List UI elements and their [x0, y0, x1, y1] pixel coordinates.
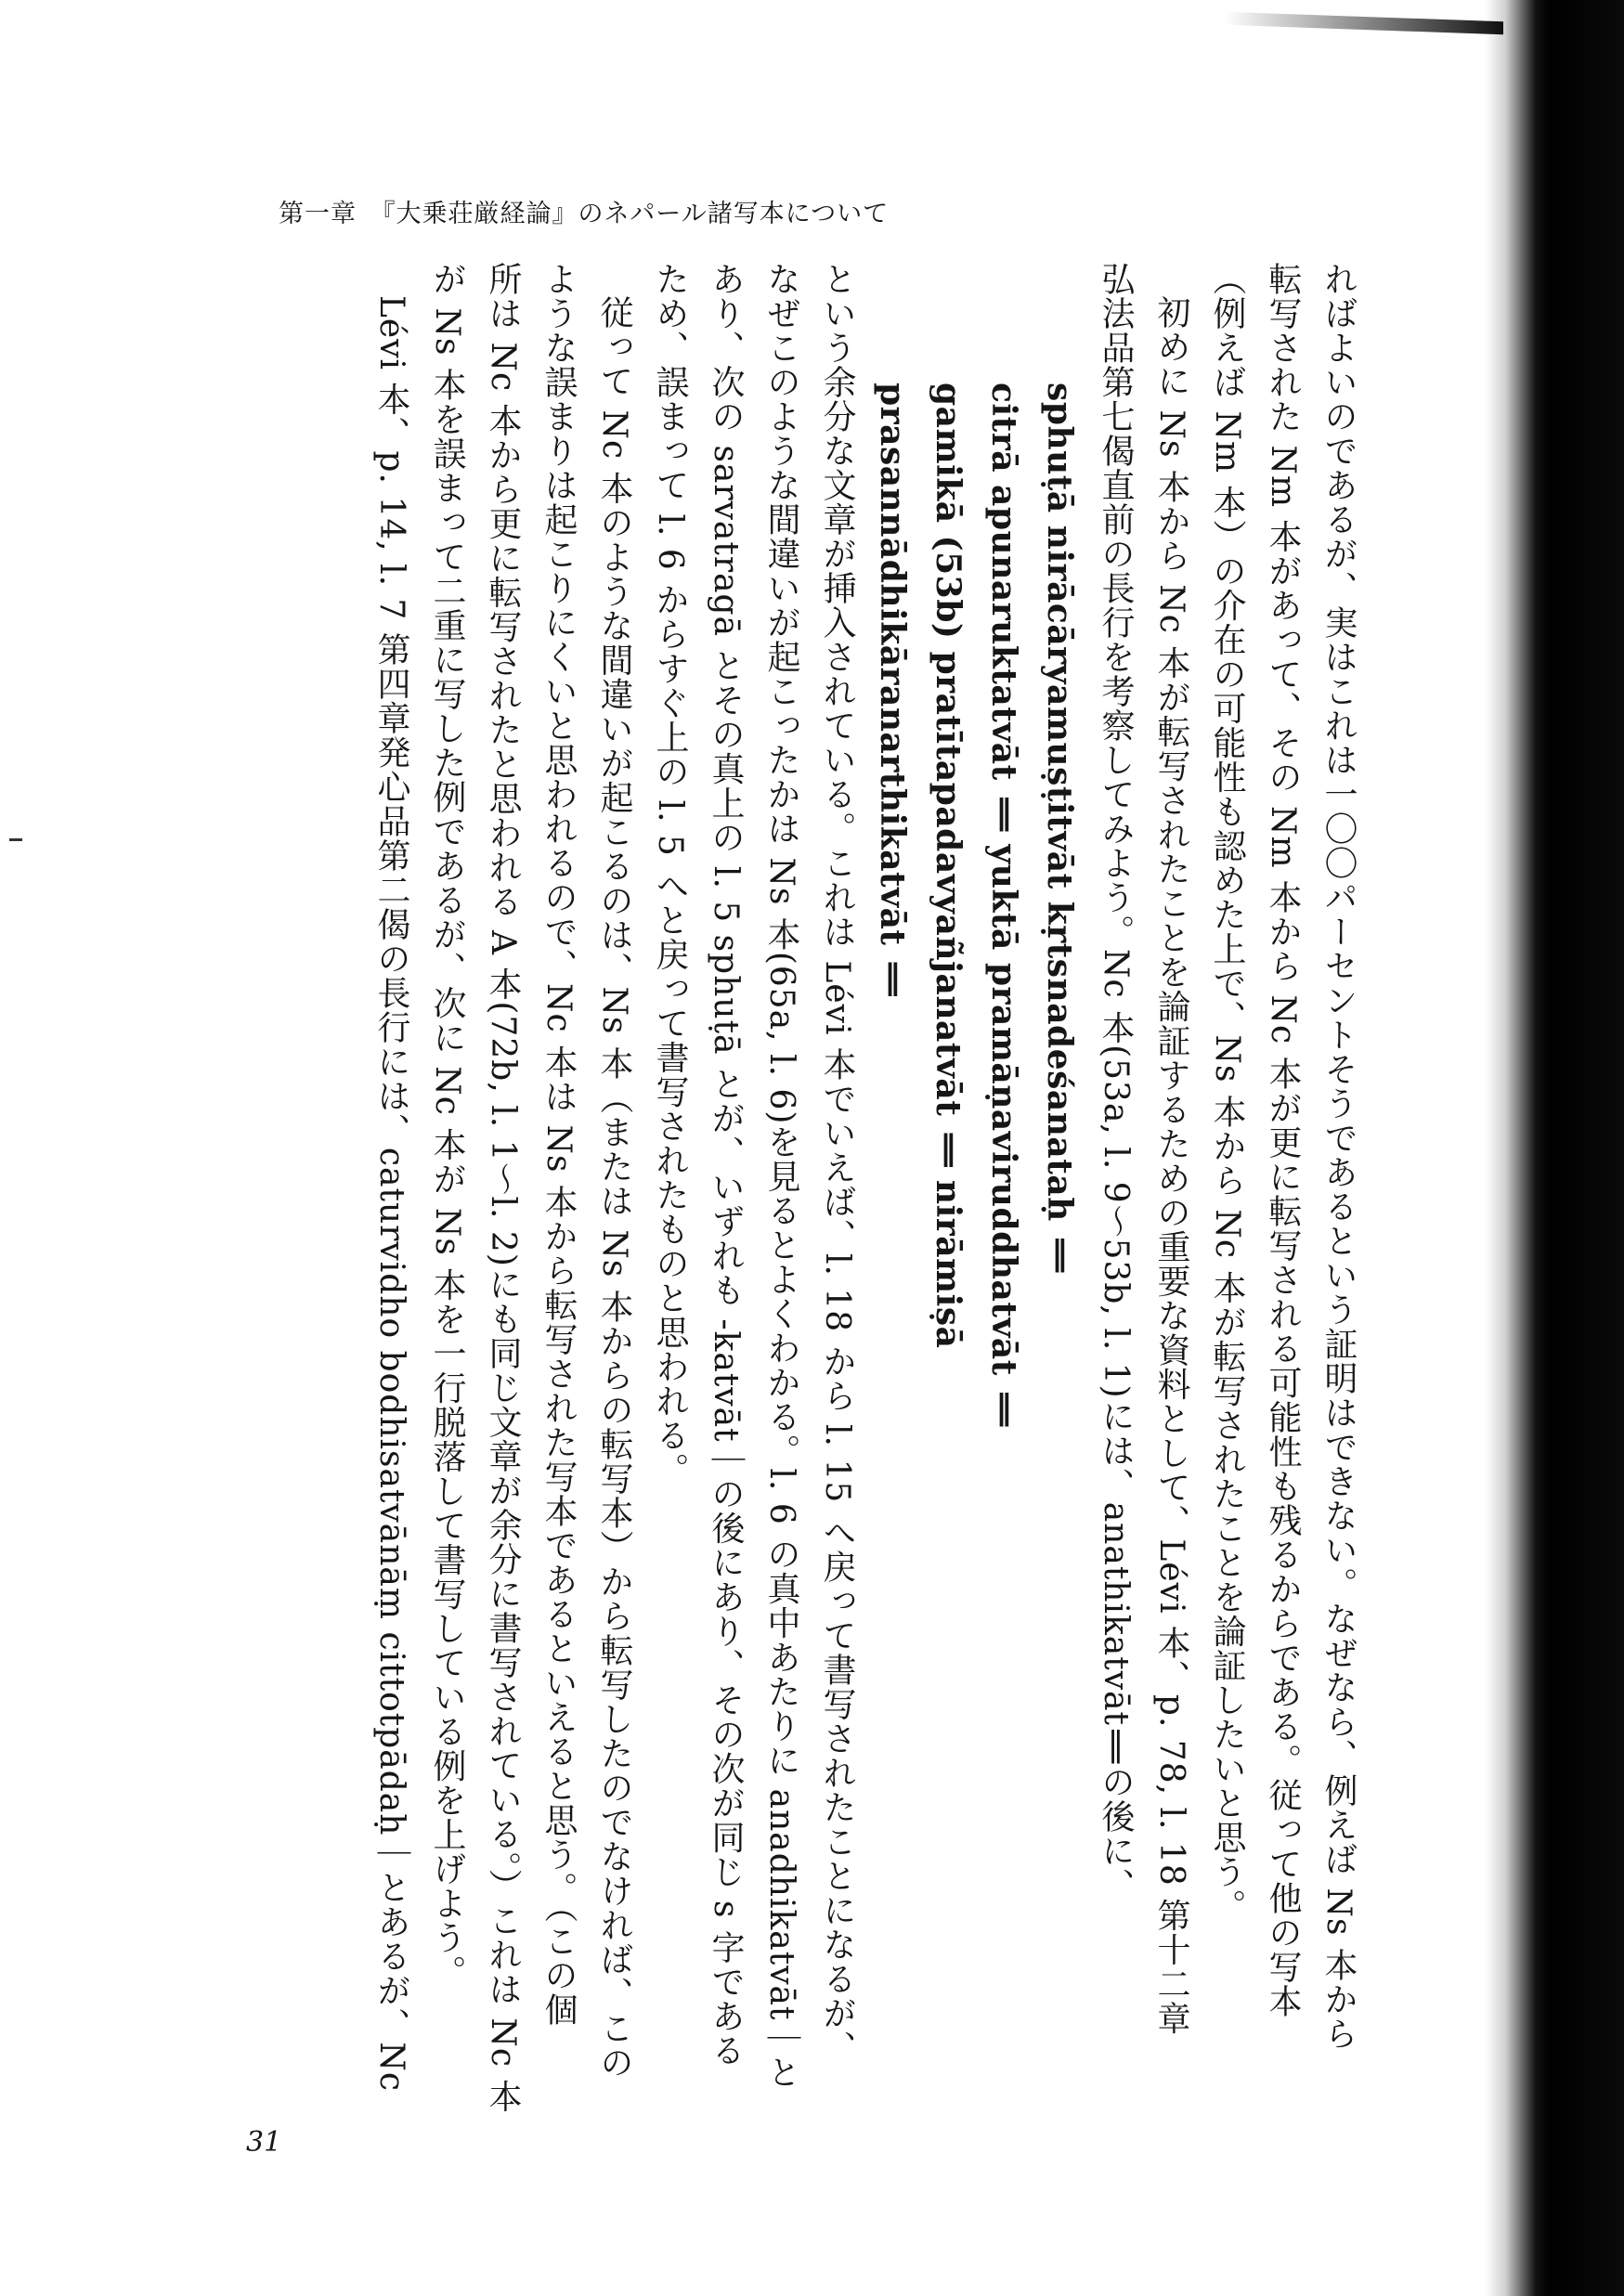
sanskrit-verse-line: gamikā (53b) pratītapadavyañjanatvāt ‖ nirāmiṣā — [929, 383, 968, 1349]
scan-speck — [9, 838, 22, 841]
body-line: が Ns 本を誤まって二重に写した例であるが、次に Nc 本が Ns 本を一行脱落して書写している例を上げよう。 — [428, 262, 466, 1990]
body-line: 従って Nc 本のような間違いが起こるのは、Ns 本（または Ns 本からの転写本）から転写したのでなければ、この — [595, 295, 633, 2080]
body-line: なぜこのような間違いが起こったかは Ns 本(65a, l. 6)を見るとよくわかる。l. 6 の真中あたりに anadhikatvāt｜と — [762, 262, 800, 2090]
body-line: ため、誤まって l. 6 からすぐ上の l. 5 へと戻って書写されたものと思われる。 — [651, 262, 689, 1487]
page-number: 31 — [246, 2126, 282, 2159]
body-line: 所は Nc 本から更に転写されたと思われる A 本(72b, l. 1～l. 2)にも同じ文章が余分に書写されている。）これは Nc 本 — [484, 262, 522, 2114]
body-line: という余分な文章が挿入されている。これは Lévi 本でいえば、l. 18 から l. 15 へ戻って書写されたことになるが、 — [818, 262, 856, 2065]
body-line: （例えば Nm 本）の介在の可能性も認めた上で、Ns 本から Nc 本が転写されたことを論証したいと思う。 — [1208, 262, 1246, 1924]
sanskrit-verse-line: prasannādhikāranarthikatvāt ‖ — [873, 383, 912, 998]
sanskrit-verse-line: sphuṭā nirācāryamuṣṭitvāt kṛtsnadeśanataḥ ‖ — [1040, 383, 1079, 1274]
body-line: 弘法品第七偈直前の長行を考察してみよう。Nc 本(53a, l. 9～53b, l. 1)には、anathikatvāt‖の後に、 — [1097, 262, 1135, 1902]
body-line: 転写された Nm 本があって、その Nm 本から Nc 本が更に転写される可能性も残るからである。従って他の写本 — [1264, 262, 1302, 2018]
binding-shadow-top — [1225, 12, 1503, 34]
body-line: Lévi 本、p. 14, l. 7 第四章発心品第二偈の長行には、caturvidho bodhisatvānāṃ cittotpādaḥ｜とあるが、Nc — [372, 295, 410, 2093]
sanskrit-verse-line: citrā apunaruktatvāt ‖ yuktā pramāṇaviruddhatvāt ‖ — [984, 383, 1023, 1428]
body-line: あり、次の sarvatragā とその真上の l. 5 sphuṭā とが、いずれも -katvāt｜の後にあり、その次が同じ s 字である — [707, 262, 745, 2068]
body-line: ような誤まりは起こりにくいと思われるので、Nc 本は Ns 本から転写された写本であるといえると思う。（この個 — [539, 262, 578, 2027]
body-line: 初めに Ns 本から Nc 本が転写されたことを論証するための重要な資料として、Lévi 本、p. 78, l. 18 第十二章 — [1152, 295, 1190, 2036]
body-line: ればよいのであるが、実はこれは一〇〇パーセントそうであるという証明はできない。なぜなら、例えば Ns 本から — [1319, 262, 1358, 2051]
body-text — [240, 262, 1366, 2114]
running-head: 第一章 『大乗荘厳経論』のネパール諸写本について — [279, 200, 890, 228]
binding-shadow — [1485, 0, 1624, 2296]
